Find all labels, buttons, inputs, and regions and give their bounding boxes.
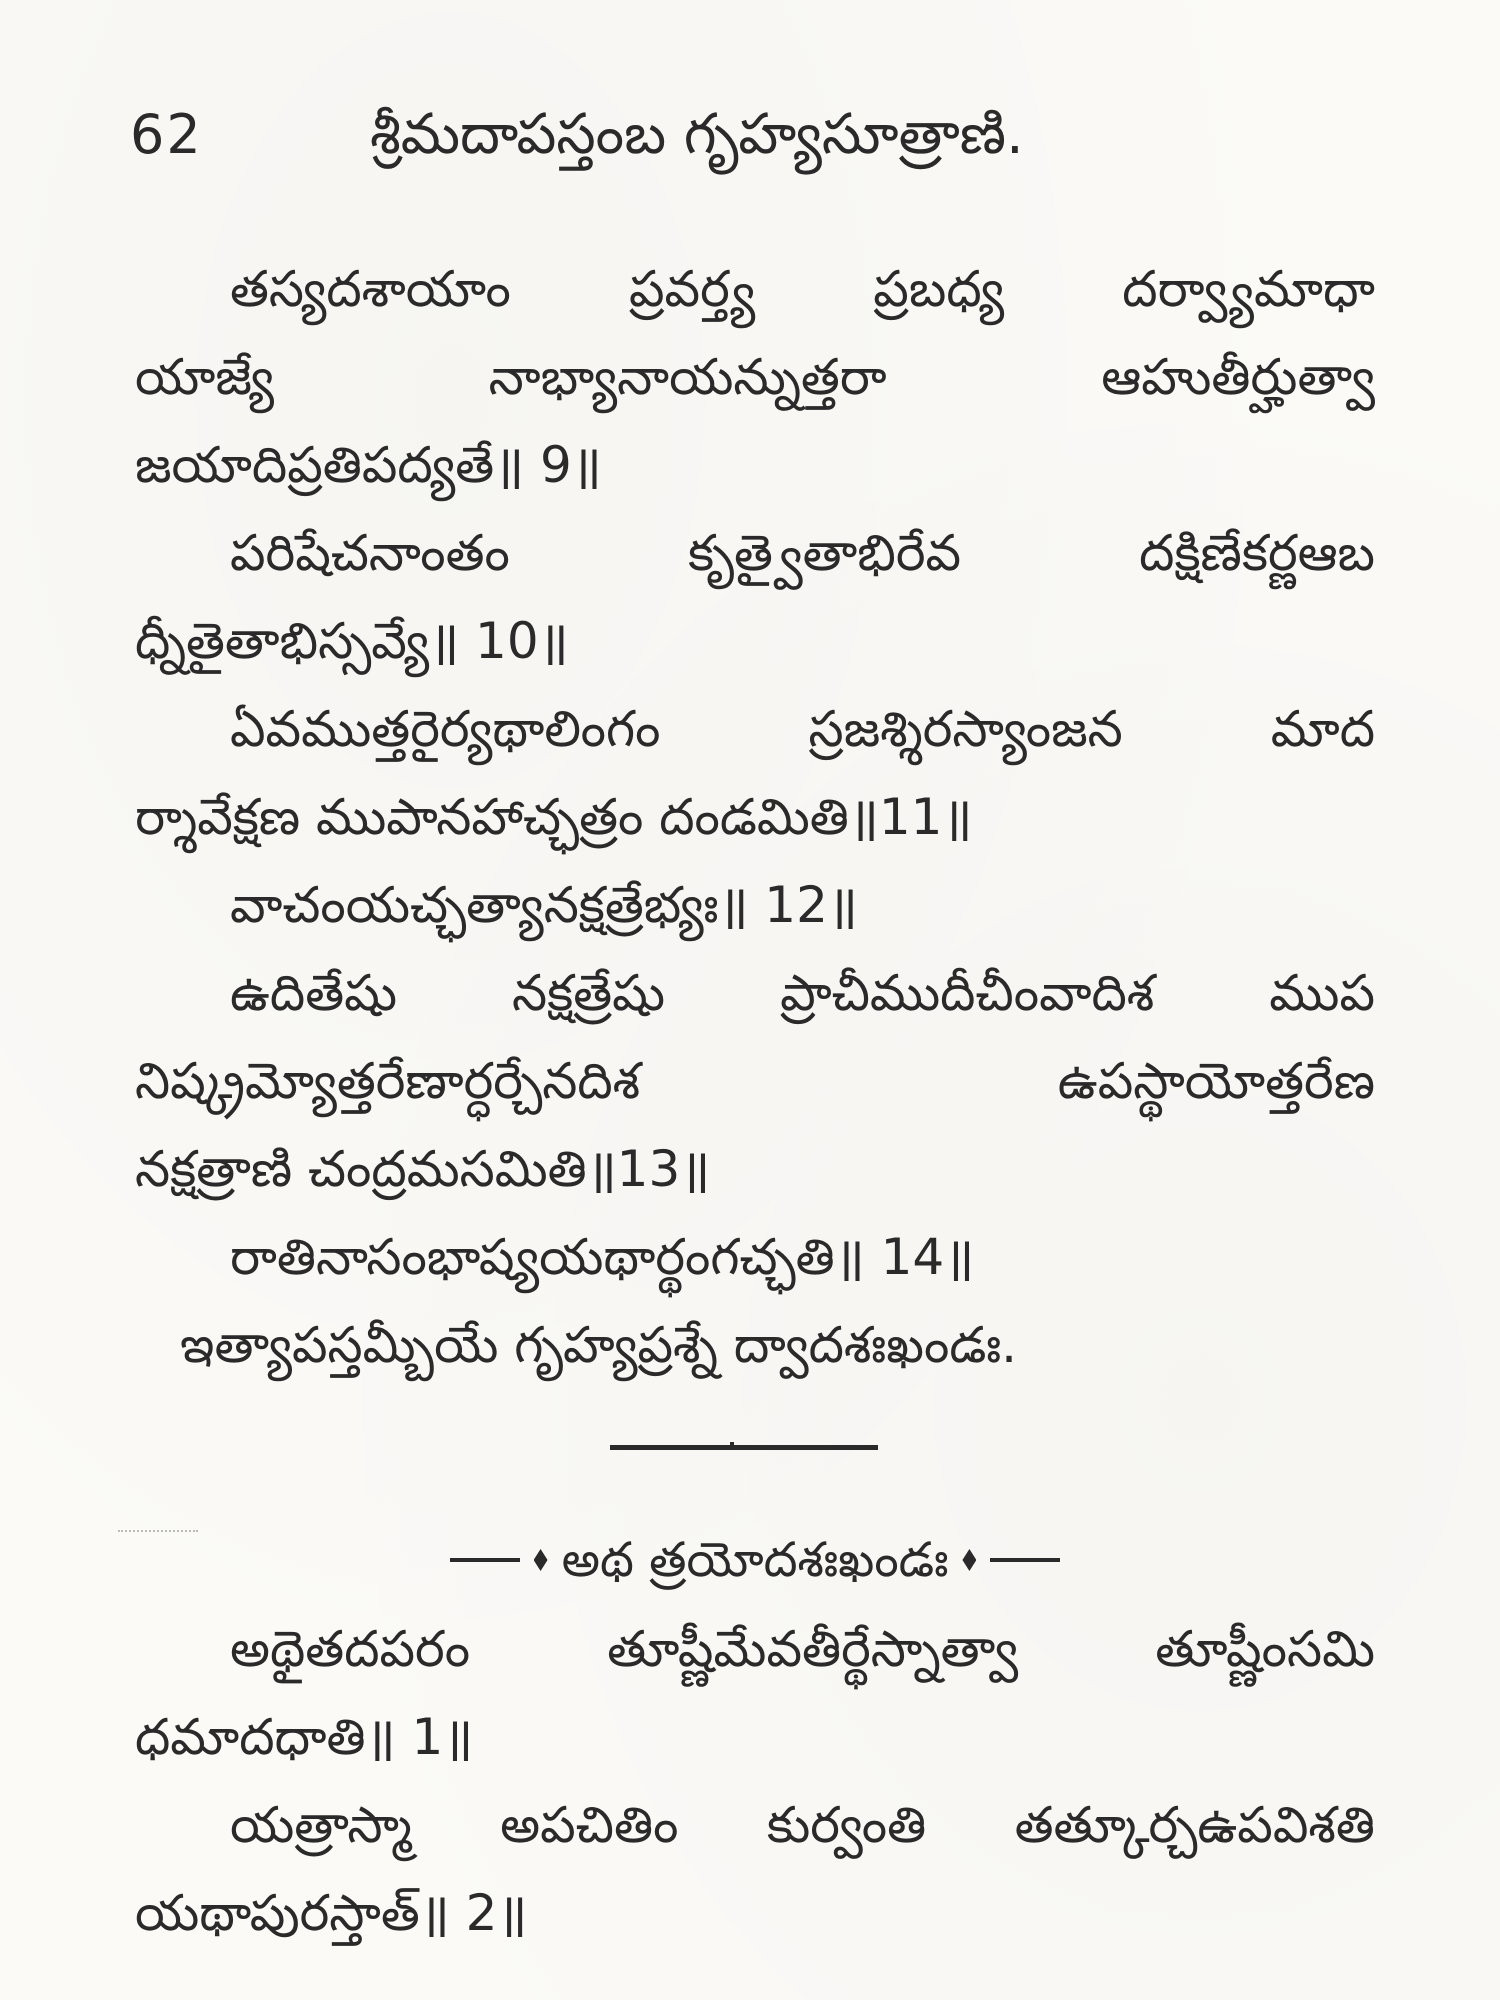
print-speck [118, 1530, 198, 1534]
sutra-line: వాచంయచ్ఛత్యానక్షత్రేభ్యః॥ 12॥ [230, 876, 858, 934]
sutra-line: ధ్నీతైతాభిస్సవ్యే॥ 10॥ [135, 612, 569, 670]
heading-dash-right [990, 1558, 1060, 1562]
sutra-line: నిష్క్రమ్యోత్తరేణార్ధర్చేనదిశ ఉపస్థాయోత్తరేణ [135, 1052, 1375, 1110]
sutra-line: అథైతదపరం తూష్ణీమేవతీర్థేస్నాత్వా తూష్ణీంసమి [230, 1620, 1375, 1678]
sutra-line: జయాదిప్రతిపద్యతే॥ 9॥ [135, 436, 602, 494]
sutra-line: యాజ్యే నాభ్యానాయన్నుత్తరా ఆహుతీర్హుత్వా [135, 348, 1375, 406]
page-header [130, 95, 1370, 175]
sutra-line: యథాపురస్తాత్॥ 2॥ [135, 1884, 528, 1942]
lozenge-ornament-icon [962, 1549, 976, 1571]
lozenge-ornament-icon [534, 1549, 548, 1571]
sutra-line: పరిషేచనాంతం కృత్వైతాభిరేవ దక్షిణేకర్ణఆబ [230, 524, 1375, 582]
section-heading [330, 1520, 1180, 1600]
heading-dash-left [450, 1558, 520, 1562]
sutra-text-block [135, 245, 1375, 1389]
sutra-line: తస్యదశాయాం ప్రవర్త్య ప్రబధ్య దర్వ్యామాధా [230, 260, 1375, 318]
page-number: 62 [130, 103, 203, 166]
section-heading-text: అథ త్రయోదశఃఖండః [561, 1532, 949, 1588]
running-title: శ్రీమదాపస్తంబ గృహ్యసూత్రాణి. [370, 102, 1024, 167]
sutra-line: ధమాదధాతి॥ 1॥ [135, 1708, 474, 1766]
section-divider-rule [610, 1445, 878, 1450]
sutra-line: ఏవముత్తరైర్యథాలింగం స్రజశ్శిరస్యాంజన మాద [230, 700, 1375, 758]
sutra-text-block-2 [135, 1605, 1375, 1957]
sutra-line: ఉదితేషు నక్షత్రేషు ప్రాచీముదీచీంవాదిశ ముప [230, 964, 1375, 1022]
sutra-line: ర్శావేక్షణ ముపానహాచ్ఛత్రం దండమితి॥11॥ [135, 788, 973, 846]
sutra-line: రాతినాసంభాష్యయథార్థంగచ్ఛతి॥ 14॥ [230, 1228, 975, 1286]
section-colophon: ఇత్యాపస్తమ్బీయే గృహ్యప్రశ్నే ద్వాదశఃఖండః. [180, 1316, 1018, 1374]
sutra-line: నక్షత్రాణి చంద్రమసమితి॥13॥ [135, 1140, 711, 1198]
sutra-line: యత్రాస్మా అపచితిం కుర్వంతి తత్కూర్చఉపవిశతి [230, 1796, 1375, 1854]
